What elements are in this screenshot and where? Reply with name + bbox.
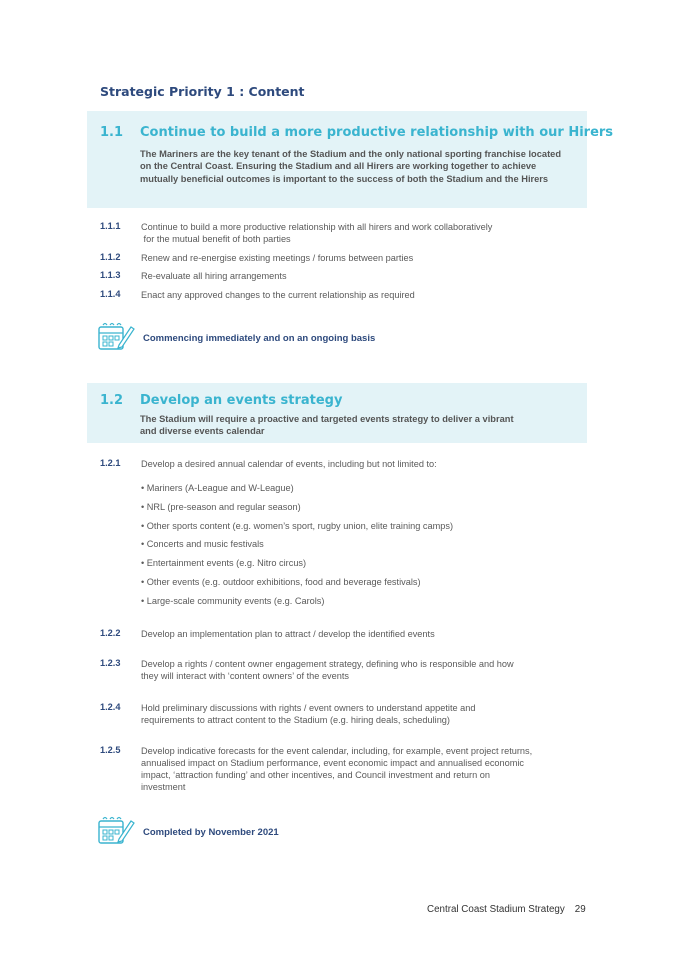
item-number: 1.1.4 — [100, 289, 121, 299]
item-text: Renew and re-energise existing meetings / forums between parties — [141, 253, 414, 263]
item-line: impact, ‘attraction funding’ and other incentives, and Council investment and return on — [141, 770, 490, 780]
priority-title: Strategic Priority 1 : Content — [100, 84, 305, 99]
bullet-item: • NRL (pre-season and regular season) — [141, 502, 301, 512]
timeline-1 — [97, 321, 497, 353]
section-number: 1.1 — [100, 125, 124, 140]
item-number: 1.2.5 — [100, 745, 121, 755]
item-line: investment — [141, 782, 186, 792]
item-line: Hold preliminary discussions with rights / event owners to understand appetite and — [141, 703, 476, 713]
item-number: 1.1.1 — [100, 221, 121, 231]
section-description: The Stadium will require a proactive and targeted events strategy to deliver a vibrant and diverse events calendar — [140, 414, 514, 437]
bullet-item: • Other sports content (e.g. women’s sport, rugby union, elite training camps) — [141, 521, 453, 531]
timeline-text: Commencing immediately and on an ongoing basis — [143, 333, 376, 344]
item-line: for the mutual benefit of both parties — [141, 234, 291, 244]
section-description: The Mariners are the key tenant of the Stadium and the only national sporting franchise located on the Central Coast. Ensuring the Stadium and all Hirers are working together to achieve mutually beneficial outcomes is important to the success of both the Stadium and the Hirers — [140, 149, 562, 184]
item-number: 1.1.2 — [100, 252, 121, 262]
item-text — [141, 221, 492, 245]
item-line: Continue to build a more productive relationship with all hirers and work collaboratively — [141, 222, 493, 232]
item-number: 1.2.2 — [100, 628, 121, 638]
page-footer — [427, 904, 586, 915]
item-text — [141, 745, 532, 793]
item-text — [141, 658, 514, 682]
bullet-item: • Other events (e.g. outdoor exhibitions, food and beverage festivals) — [141, 577, 421, 587]
bullet-item: • Entertainment events (e.g. Nitro circus) — [141, 558, 307, 568]
calendar-icon — [97, 321, 137, 353]
bullet-item: • Large-scale community events (e.g. Carols) — [141, 596, 325, 606]
item-number: 1.2.1 — [100, 458, 121, 468]
item-line: requirements to attract content to the Stadium (e.g. hiring deals, scheduling) — [141, 715, 450, 725]
item-text — [141, 702, 476, 726]
timeline-2 — [97, 815, 497, 847]
section-title: Continue to build a more productive relationship with our Hirers — [140, 125, 614, 140]
item-text: Re-evaluate all hiring arrangements — [141, 271, 287, 281]
item-number: 1.1.3 — [100, 270, 121, 280]
item-number: 1.2.3 — [100, 658, 121, 668]
item-line: they will interact with ‘content owners’ of the events — [141, 671, 350, 681]
item-text: Develop a desired annual calendar of events, including but not limited to: — [141, 459, 437, 469]
item-line: annualised impact on Stadium performance, event economic impact and annualised economic — [141, 758, 525, 768]
calendar-icon — [97, 815, 137, 847]
page-number: 29 — [574, 904, 586, 915]
item-line: Develop a rights / content owner engagement strategy, defining who is responsible and how — [141, 659, 514, 669]
section-1-2-panel — [87, 383, 587, 443]
footer-title: Central Coast Stadium Strategy — [427, 904, 565, 915]
item-text: Enact any approved changes to the current relationship as required — [141, 290, 415, 300]
bullet-item: • Concerts and music festivals — [141, 539, 264, 549]
item-text — [141, 628, 435, 640]
item-number: 1.2.4 — [100, 702, 121, 712]
section-number: 1.2 — [100, 393, 124, 408]
bullet-item: • Mariners (A-League and W-League) — [141, 483, 294, 493]
section-1-1-panel — [87, 111, 614, 208]
item-line: Develop indicative forecasts for the event calendar, including, for example, event project returns, — [141, 746, 533, 756]
item-line: Develop an implementation plan to attract / develop the identified events — [141, 629, 435, 639]
section-title: Develop an events strategy — [140, 393, 343, 408]
timeline-text: Completed by November 2021 — [143, 827, 279, 838]
